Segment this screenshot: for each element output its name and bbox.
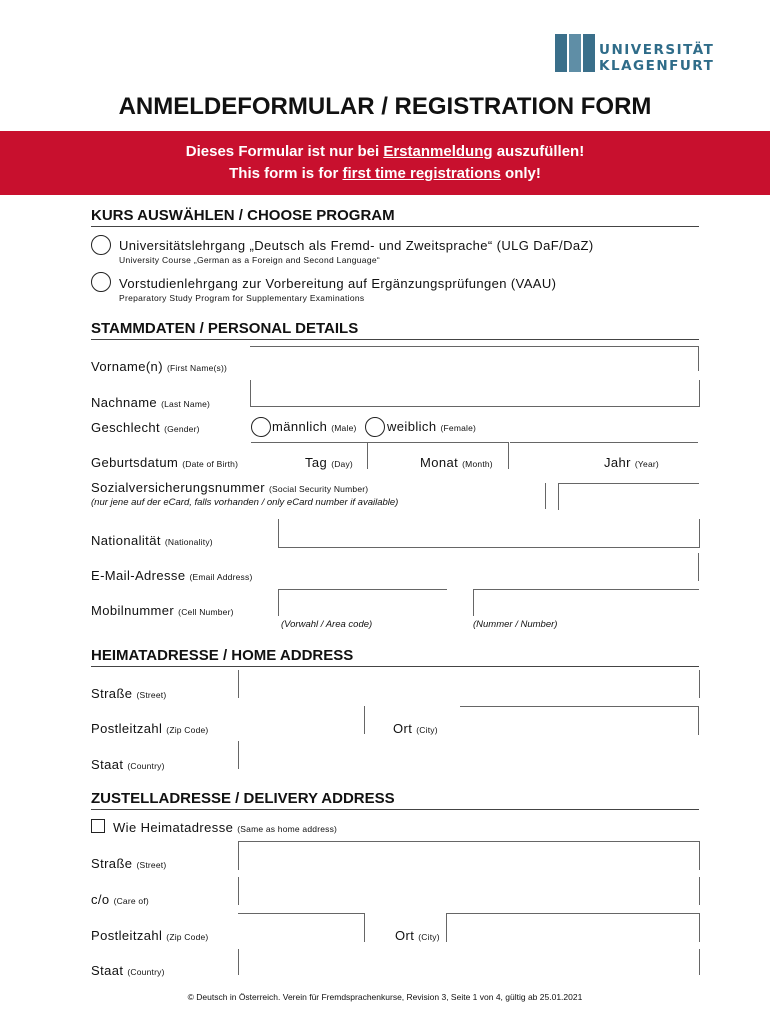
option-vaau-sub: Preparatory Study Program for Supplementary Examinations [119, 293, 365, 303]
year-label: Jahr (Year) [604, 455, 659, 470]
first-name-label: Vorname(n) (First Name(s)) [91, 359, 228, 374]
ssn-note: (nur jene auf der eCard, falls vorhanden / only eCard number if available) [91, 497, 399, 508]
logo-mark-icon [555, 34, 597, 72]
area-code-caption: (Vorwahl / Area code) [281, 619, 373, 630]
nationality-label: Nationalität (Nationality) [91, 533, 213, 548]
option-ulg-sub: University Course „German as a Foreign and Second Language“ [119, 255, 381, 265]
same-as-home-label: Wie Heimatadresse (Same as home address) [113, 820, 338, 835]
delivery-zip-label: Postleitzahl (Zip Code) [91, 928, 209, 943]
radio-male[interactable] [251, 417, 271, 437]
logo-line1: UNIVERSITÄT [599, 42, 715, 58]
notice-banner [0, 131, 770, 195]
mobile-label: Mobilnummer (Cell Number) [91, 603, 234, 618]
email-field[interactable] [278, 553, 699, 581]
home-city-field[interactable] [460, 706, 699, 735]
last-name-field[interactable] [250, 380, 700, 407]
home-street-label: Straße (Street) [91, 686, 167, 701]
notice-line-de: Dieses Formular ist nur bei Erstanmeldung auszufüllen! [185, 143, 585, 160]
logo-line2: KLAGENFURT [599, 58, 715, 74]
email-label: E-Mail-Adresse (Email Address) [91, 568, 253, 583]
month-label: Monat (Month) [420, 455, 493, 470]
radio-female[interactable] [365, 417, 385, 437]
same-as-home-checkbox[interactable] [91, 819, 105, 833]
delivery-co-field[interactable] [238, 877, 700, 905]
form-title: ANMELDEFORMULAR / REGISTRATION FORM [118, 93, 652, 120]
delivery-city-field[interactable] [446, 913, 700, 942]
ssn-field-2[interactable] [558, 483, 699, 510]
delivery-street-label: Straße (Street) [91, 856, 167, 871]
home-street-field[interactable] [238, 670, 700, 698]
delivery-zip-field[interactable] [238, 913, 365, 942]
delivery-city-label: Ort (City) [395, 928, 440, 943]
home-country-field[interactable] [238, 741, 699, 769]
day-label: Tag (Day) [305, 455, 353, 470]
gender-label: Geschlecht (Gender) [91, 420, 200, 435]
radio-vaau[interactable] [91, 272, 111, 292]
delivery-country-label: Staat (Country) [91, 963, 165, 978]
mobile-area-code-field[interactable] [278, 589, 447, 616]
male-label: männlich (Male) [272, 419, 357, 434]
ssn-label: Sozialversicherungsnummer (Social Security Number) [91, 480, 369, 495]
option-ulg-label: Universitätslehrgang „Deutsch als Fremd- und Zweitsprache“ (ULG DaF/DaZ) [119, 238, 594, 253]
female-label: weiblich (Female) [387, 419, 477, 434]
home-zip-label: Postleitzahl (Zip Code) [91, 721, 209, 736]
radio-ulg[interactable] [91, 235, 111, 255]
ssn-field-1[interactable] [460, 483, 546, 509]
home-country-label: Staat (Country) [91, 757, 165, 772]
option-vaau-label: Vorstudienlehrgang zur Vorbereitung auf Ergänzungsprüfungen (VAAU) [119, 276, 557, 291]
notice-line-en: This form is for first time registrations only! [229, 165, 541, 182]
first-name-field[interactable] [250, 346, 699, 371]
mobile-number-field[interactable] [473, 589, 699, 616]
section-delivery-address: ZUSTELLADRESSE / DELIVERY ADDRESS [91, 790, 699, 810]
number-caption: (Nummer / Number) [473, 619, 558, 630]
university-logo [555, 34, 715, 74]
section-home-address: HEIMATADRESSE / HOME ADDRESS [91, 647, 699, 667]
home-zip-field[interactable] [238, 706, 365, 734]
dob-label: Geburtsdatum (Date of Birth) [91, 455, 239, 470]
last-name-label: Nachname (Last Name) [91, 395, 211, 410]
delivery-street-field[interactable] [238, 841, 700, 870]
home-city-label: Ort (City) [393, 721, 438, 736]
section-personal-details: STAMMDATEN / PERSONAL DETAILS [91, 320, 699, 340]
delivery-co-label: c/o (Care of) [91, 892, 149, 907]
section-choose-program: KURS AUSWÄHLEN / CHOOSE PROGRAM [91, 207, 699, 227]
delivery-country-field[interactable] [238, 949, 700, 975]
footer-text: © Deutsch in Österreich. Verein für Fremdsprachenkurse, Revision 3, Seite 1 von 4, gültig ab 25.01.2021 [187, 992, 583, 1002]
nationality-field[interactable] [278, 519, 700, 548]
